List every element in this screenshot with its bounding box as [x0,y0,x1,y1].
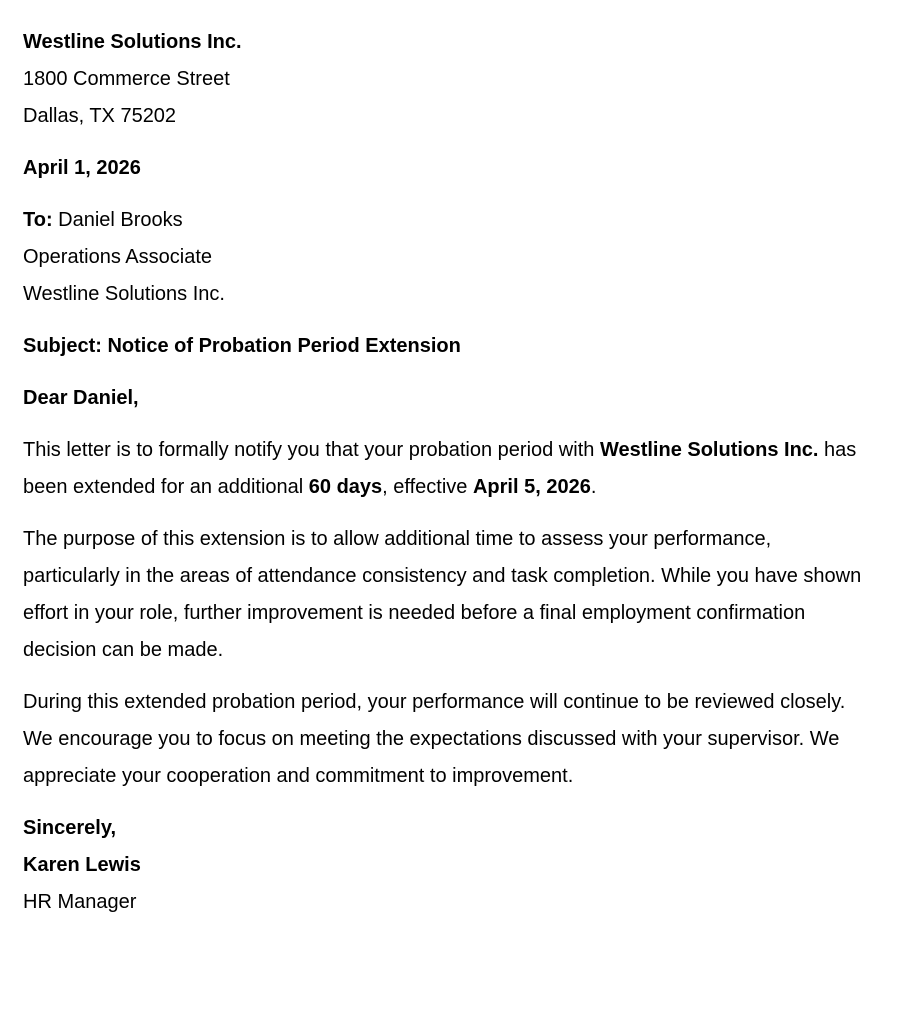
paragraph-1 [23,432,868,506]
salutation [23,380,868,417]
recipient-name: Daniel Brooks [52,209,183,231]
p1-text-3: , effective [382,476,473,498]
recipient-title: Operations Associate [23,246,212,268]
closing-block [23,810,868,921]
recipient-name-line [23,202,868,239]
p1-company: Westline Solutions Inc. [599,439,819,461]
date-text: April 1, 2026 [23,157,141,179]
letter-date [23,150,868,187]
subject-line [23,328,868,365]
subject-text: Subject: Notice of Probation Period Extension [23,335,461,357]
p1-text-2: has been extended for an additional [23,439,857,498]
recipient-block [23,202,868,313]
paragraph-3: During this extended probation period, your performance will continue to be reviewed closely. We encourage you to focus on meeting the expectations discussed with your supervisor. We appreciate your cooperation and commitment to improvement. [23,691,846,787]
sender-street: 1800 Commerce Street [23,68,230,90]
salutation-text: Dear Daniel, [23,387,139,409]
signatory-name: Karen Lewis [23,854,141,876]
sender-city: Dallas, TX 75202 [23,105,177,127]
signatory-title: HR Manager [23,891,137,913]
to-label: To: [23,209,53,231]
p1-text-4: . [590,476,597,498]
p1-text-1: This letter is to formally notify you that your probation period with [23,439,600,461]
recipient-company: Westline Solutions Inc. [23,283,225,305]
p1-duration: 60 days [308,476,383,498]
paragraph-2: The purpose of this extension is to allow additional time to assess your performance, particularly in the areas of attendance consistency and task completion. While you have shown effort in your role, further improvement is needed before a final employment confirmation decision can be made. [23,528,862,661]
p1-effective-date: April 5, 2026 [472,476,591,498]
sender-block [23,24,868,135]
sender-company: Westline Solutions Inc. [23,31,242,53]
valediction: Sincerely, [23,817,117,839]
